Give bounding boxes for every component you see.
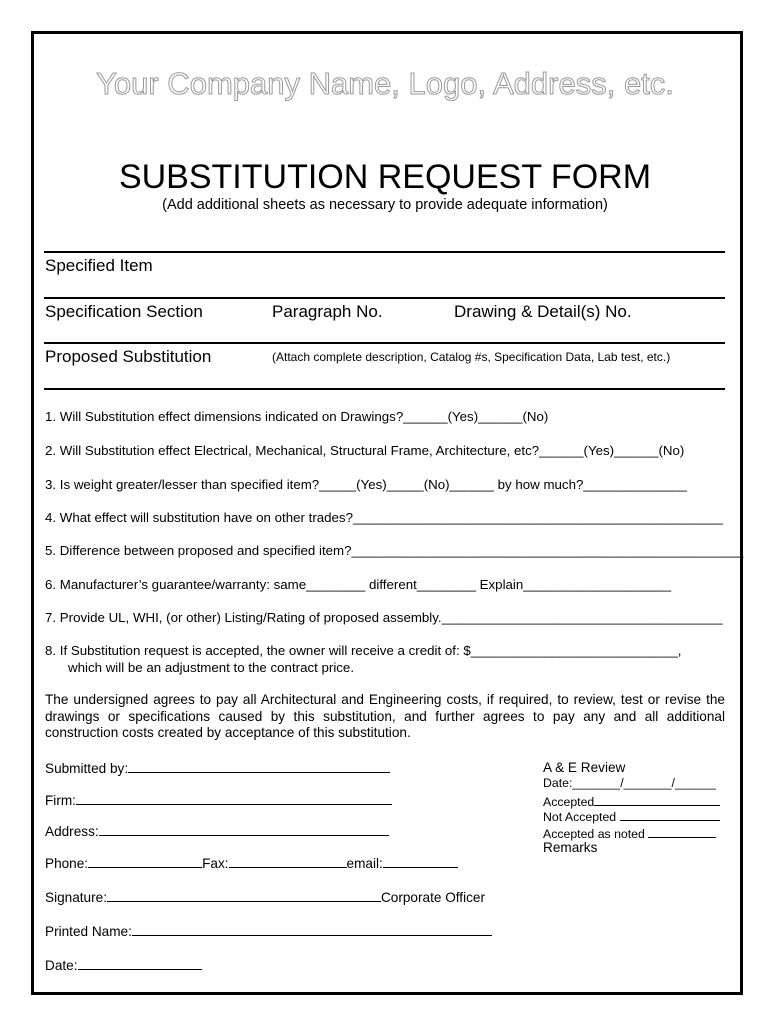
not-accepted-line[interactable] bbox=[620, 808, 720, 821]
question-4[interactable]: 4. What effect will substitution have on other trades?__________________________________________________ bbox=[45, 510, 723, 525]
ae-accepted-as-noted-field[interactable] bbox=[543, 825, 716, 841]
company-placeholder: Your Company Name, Logo, Address, etc. bbox=[96, 66, 674, 101]
submitted-by-field[interactable] bbox=[45, 760, 390, 776]
ae-not-accepted-field[interactable] bbox=[543, 808, 720, 824]
question-6[interactable]: 6. Manufacturer’s guarantee/warranty: same________ different________ Explain____________________ bbox=[45, 577, 672, 592]
agreement-paragraph: The undersigned agrees to pay all Architectural and Engineering costs, if required, to review, test or revise the drawings or specifications caused by this substitution, and further agrees to pay any and all additional construction costs created by acceptance of this substitution. bbox=[45, 692, 725, 740]
question-5[interactable]: 5. Difference between proposed and specified item?_____________________________________________________ bbox=[45, 543, 744, 558]
ae-review-date[interactable]: Date:_______/_______/______ bbox=[543, 776, 717, 790]
divider bbox=[44, 388, 725, 390]
fax-line[interactable] bbox=[229, 855, 347, 868]
signature-label: Signature: bbox=[45, 890, 107, 905]
ae-accepted-field[interactable] bbox=[543, 793, 720, 809]
divider bbox=[44, 342, 725, 344]
question-8[interactable]: 8. If Substitution request is accepted, the owner will receive a credit of: $____________________________, bbox=[45, 643, 682, 658]
submitted-by-line[interactable] bbox=[128, 760, 390, 773]
printed-name-label: Printed Name: bbox=[45, 924, 132, 939]
remarks-label: Remarks bbox=[543, 840, 598, 855]
not-accepted-label: Not Accepted bbox=[543, 810, 617, 824]
accepted-line[interactable] bbox=[594, 793, 720, 806]
phone-line[interactable] bbox=[88, 855, 202, 868]
accepted-as-noted-label: Accepted as noted bbox=[543, 827, 645, 841]
form-subtitle: (Add additional sheets as necessary to provide adequate information) bbox=[162, 197, 608, 213]
drawing-detail-label: Drawing & Detail(s) No. bbox=[454, 302, 632, 321]
corporate-officer-label: Corporate Officer bbox=[380, 890, 485, 905]
phone-label: Phone: bbox=[45, 856, 89, 871]
email-label: email: bbox=[346, 856, 383, 871]
specified-item-label: Specified Item bbox=[45, 256, 153, 275]
date-line[interactable] bbox=[78, 957, 202, 970]
address-label: Address: bbox=[45, 824, 99, 839]
question-1[interactable]: 1. Will Substitution effect dimensions indicated on Drawings?______(Yes)______(No) bbox=[45, 409, 549, 424]
contact-fields[interactable] bbox=[45, 855, 458, 871]
firm-label: Firm: bbox=[45, 793, 76, 808]
question-2[interactable]: 2. Will Substitution effect Electrical, Mechanical, Structural Frame, Architecture, etc?______(Yes)______(No) bbox=[45, 443, 685, 458]
address-field[interactable] bbox=[45, 823, 389, 839]
question-8-continued: which will be an adjustment to the contract price. bbox=[68, 660, 355, 675]
date-label: Date: bbox=[45, 958, 78, 973]
accepted-label: Accepted bbox=[543, 795, 595, 809]
divider bbox=[44, 251, 725, 253]
printed-name-line[interactable] bbox=[132, 923, 492, 936]
email-line[interactable] bbox=[383, 855, 458, 868]
accepted-as-noted-line[interactable] bbox=[648, 825, 716, 838]
signature-line[interactable] bbox=[107, 889, 381, 902]
proposed-substitution-note: (Attach complete description, Catalog #s, Specification Data, Lab test, etc.) bbox=[272, 350, 671, 364]
ae-review-title: A & E Review bbox=[543, 760, 626, 775]
question-7[interactable]: 7. Provide UL, WHI, (or other) Listing/Rating of proposed assembly.______________________________________ bbox=[45, 610, 723, 625]
firm-field[interactable] bbox=[45, 792, 392, 808]
signature-field[interactable] bbox=[45, 889, 485, 905]
paragraph-no-label: Paragraph No. bbox=[272, 302, 383, 321]
question-3[interactable]: 3. Is weight greater/lesser than specified item?_____(Yes)_____(No)______ by how much?______________ bbox=[45, 477, 687, 492]
form-title: SUBSTITUTION REQUEST FORM bbox=[118, 158, 652, 196]
proposed-substitution-label: Proposed Substitution bbox=[45, 347, 212, 366]
firm-line[interactable] bbox=[76, 792, 392, 805]
fax-label: Fax: bbox=[202, 856, 229, 871]
specification-section-label: Specification Section bbox=[45, 302, 203, 321]
submitted-by-label: Submitted by: bbox=[45, 761, 129, 776]
date-field[interactable] bbox=[45, 957, 202, 973]
printed-name-field[interactable] bbox=[45, 923, 492, 939]
divider bbox=[44, 297, 725, 299]
address-line[interactable] bbox=[99, 823, 389, 836]
